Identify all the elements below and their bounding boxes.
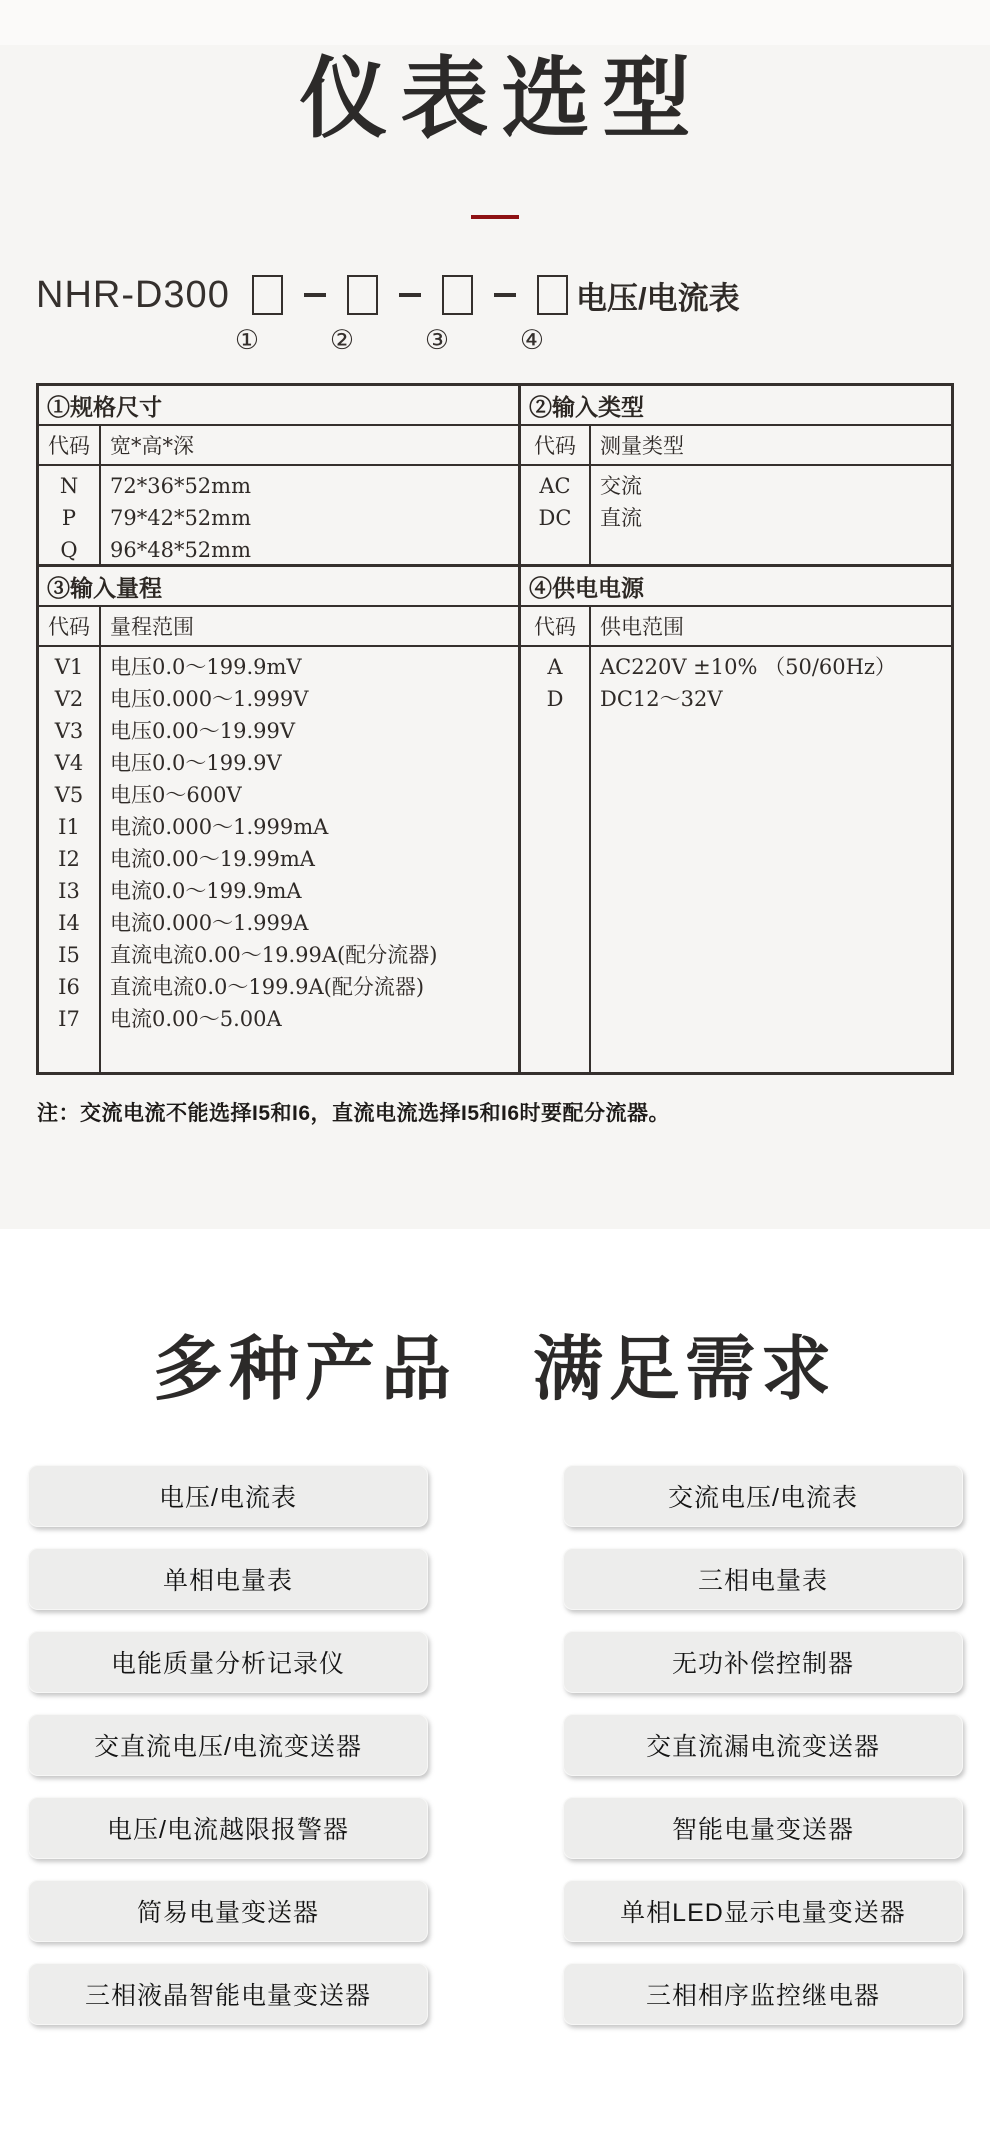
code-cell: I5 [58, 943, 80, 968]
model-code-box-4 [537, 275, 568, 315]
value-column [101, 647, 518, 1072]
code-cell: I6 [58, 975, 80, 1000]
position-markers [0, 325, 990, 357]
value-cell: 72*36*52mm [110, 474, 251, 499]
code-cell: N [59, 474, 79, 499]
products-section [0, 1229, 990, 2025]
code-column [521, 466, 591, 564]
value-cell: 96*48*52mm [110, 538, 251, 563]
page-title: 仪表选型 [299, 49, 704, 148]
code-cell: I4 [58, 911, 80, 936]
code-cell: A [547, 655, 563, 680]
product-button-voltage-current-meter[interactable]: 电压/电流表 [28, 1465, 428, 1527]
value-cell: 电流0.00～5.00A [110, 1007, 282, 1032]
value-cell: 电流0.000～1.999A [110, 911, 309, 936]
column-header-code: 代码 [39, 426, 101, 466]
column-header-value: 测量类型 [591, 426, 951, 466]
column-header-code: 代码 [521, 426, 591, 466]
product-button-single-phase-power-meter[interactable]: 单相电量表 [28, 1548, 428, 1610]
selection-note: 注：交流电流不能选择I5和I6，直流电流选择I5和I6时要配分流器。 [37, 1102, 671, 1126]
value-cell: DC12～32V [600, 687, 723, 712]
model-code-box-3 [442, 275, 473, 315]
table-section-size [39, 386, 521, 567]
value-cell: AC220V ±10% （50/60Hz） [600, 655, 896, 680]
model-suffix: 电压/电流表 [576, 280, 740, 316]
value-cell: 直流 [600, 506, 642, 531]
red-divider [471, 215, 519, 219]
code-column [39, 647, 101, 1072]
position-marker-2: ② [329, 325, 355, 357]
code-cell: AC [539, 474, 571, 499]
product-button-power-quality-recorder[interactable]: 电能质量分析记录仪 [28, 1631, 428, 1693]
code-cell: I7 [58, 1007, 80, 1032]
value-column [591, 647, 951, 1072]
product-button-three-phase-lcd-smart-transmitter[interactable]: 三相液晶智能电量变送器 [28, 1963, 428, 2025]
value-cell: 电压0.000～1.999V [110, 687, 309, 712]
product-button-ac-voltage-current-meter[interactable]: 交流电压/电流表 [563, 1465, 963, 1527]
code-cell: P [61, 506, 77, 531]
column-header-value: 量程范围 [101, 607, 518, 647]
table-section-input-range [39, 567, 521, 1072]
model-code-box-2 [347, 275, 378, 315]
code-cell: I3 [58, 879, 80, 904]
code-column [521, 647, 591, 1072]
selection-table [36, 383, 954, 1075]
model-prefix: NHR-D300 [36, 273, 230, 316]
product-button-three-phase-power-meter[interactable]: 三相电量表 [563, 1548, 963, 1610]
product-button-limit-alarm[interactable]: 电压/电流越限报警器 [28, 1797, 428, 1859]
value-cell: 电流0.0～199.9mA [110, 879, 302, 904]
section-title: ①规格尺寸 [39, 386, 518, 426]
value-cell: 电压0.0～199.9mV [110, 655, 302, 680]
section-title: ②输入类型 [521, 386, 951, 426]
products-heading: 多种产品 满足需求 [153, 1330, 837, 1408]
table-section-power-supply [521, 567, 951, 1072]
value-cell: 79*42*52mm [110, 506, 251, 531]
product-button-simple-power-transmitter[interactable]: 简易电量变送器 [28, 1880, 428, 1942]
code-column [39, 466, 101, 564]
code-cell: V5 [54, 783, 84, 808]
section-title: ③输入量程 [39, 567, 518, 607]
value-cell: 电压0.00～19.99V [110, 719, 296, 744]
model-dash-3 [494, 293, 516, 297]
value-cell: 电压0.0～199.9V [110, 751, 282, 776]
value-cell: 交流 [600, 474, 642, 499]
product-button-smart-power-transmitter[interactable]: 智能电量变送器 [563, 1797, 963, 1859]
code-cell: I1 [58, 815, 80, 840]
model-code-line [36, 273, 990, 317]
column-header-value: 供电范围 [591, 607, 951, 647]
position-marker-1: ① [234, 325, 260, 357]
code-cell: V1 [54, 655, 84, 680]
value-cell: 电流0.000～1.999mA [110, 815, 329, 840]
code-cell: V3 [54, 719, 84, 744]
table-section-input-type [521, 386, 951, 567]
code-cell: V4 [54, 751, 84, 776]
value-cell: 电压0～600V [110, 783, 242, 808]
section-title: ④供电电源 [521, 567, 951, 607]
value-cell: 直流电流0.0～199.9A(配分流器) [110, 975, 425, 1000]
product-button-reactive-compensation-controller[interactable]: 无功补偿控制器 [563, 1631, 963, 1693]
code-cell: I2 [58, 847, 80, 872]
position-marker-3: ③ [424, 325, 450, 357]
column-header-code: 代码 [39, 607, 101, 647]
code-cell: D [546, 687, 564, 712]
product-button-single-phase-led-power-transmitter[interactable]: 单相LED显示电量变送器 [563, 1880, 963, 1942]
value-cell: 电流0.00～19.99mA [110, 847, 315, 872]
product-button-phase-sequence-relay[interactable]: 三相相序监控继电器 [563, 1963, 963, 2025]
code-cell: DC [538, 506, 572, 531]
value-cell: 直流电流0.00～19.99A(配分流器) [110, 943, 438, 968]
model-dash-2 [399, 293, 421, 297]
value-column [101, 466, 518, 564]
model-code-box-1 [252, 275, 283, 315]
code-cell: V2 [54, 687, 84, 712]
code-cell: Q [60, 538, 78, 563]
position-marker-4: ④ [519, 325, 545, 357]
product-button-acdc-voltage-current-transmitter[interactable]: 交直流电压/电流变送器 [28, 1714, 428, 1776]
product-button-grid [28, 1465, 963, 2025]
product-button-acdc-leakage-current-transmitter[interactable]: 交直流漏电流变送器 [563, 1714, 963, 1776]
model-dash-1 [304, 293, 326, 297]
column-header-code: 代码 [521, 607, 591, 647]
value-column [591, 466, 951, 564]
column-header-value: 宽*高*深 [101, 426, 518, 466]
